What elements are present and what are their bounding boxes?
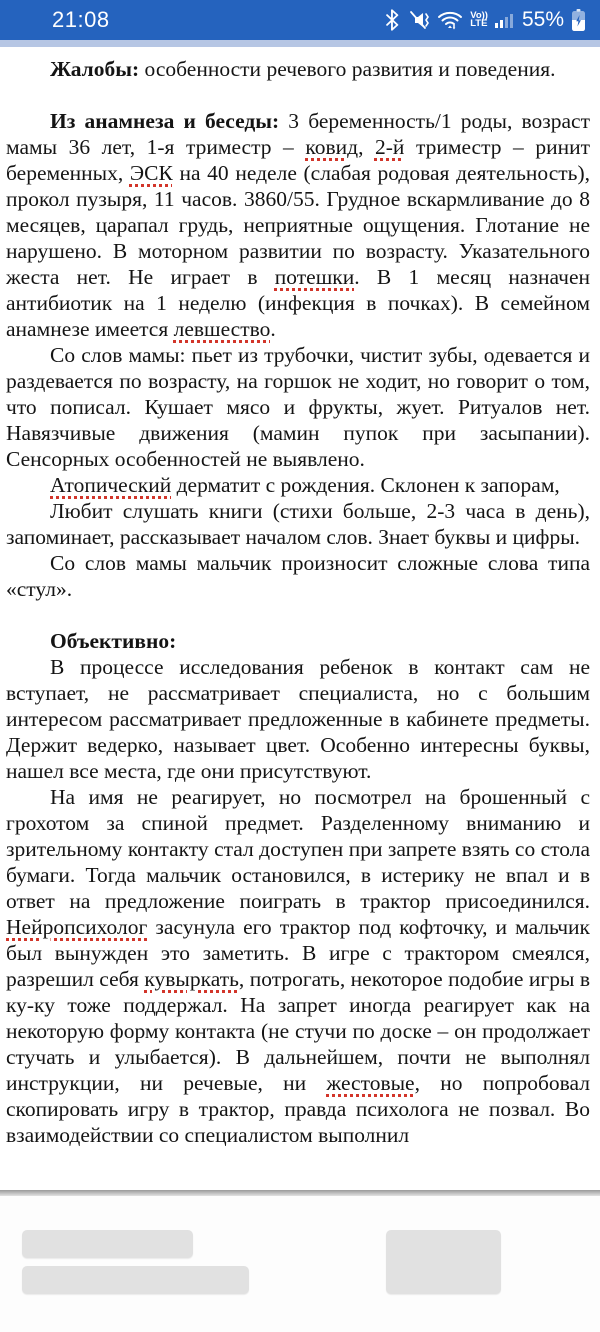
misspelled-word: 2-й bbox=[374, 135, 405, 159]
placeholder-block-1 bbox=[22, 1230, 193, 1258]
paragraph: Любит слушать книги (стихи больше, 2-3 часа в день), запоминает, рассказывает началом слов. Знает буквы и цифры. bbox=[6, 499, 590, 549]
misspelled-word: кувыркать bbox=[144, 967, 239, 991]
misspelled-word: Нейропсихолог bbox=[6, 915, 148, 939]
placeholder-block-3 bbox=[386, 1230, 501, 1294]
paragraph: В процессе исследования ребенок в контакт сам не вступает, не рассматривает специалиста, но с большим интересом рассматривает предложенные в кабинете предметы. Держит ведерко, называет цвет. Особенно интересны буквы, нашел все места, где они присутствуют. bbox=[6, 655, 590, 783]
appbar-edge-strip bbox=[0, 40, 600, 47]
status-icons bbox=[386, 8, 586, 32]
document-body[interactable] bbox=[0, 47, 600, 1190]
wifi-icon bbox=[437, 9, 463, 31]
mute-vibrate-icon bbox=[406, 9, 430, 31]
paragraph: Со слов мамы мальчик произносит сложные слова типа «стул». bbox=[6, 551, 590, 601]
paragraph: Жалобы: особенности речевого развития и поведения. bbox=[50, 57, 556, 81]
misspelled-word: Атопический bbox=[50, 473, 172, 497]
paragraph-spacer bbox=[6, 82, 590, 108]
volte-icon: Vo)) LTE bbox=[470, 9, 488, 29]
misspelled-word: ЭСК bbox=[129, 161, 173, 185]
paragraph: Объективно: bbox=[50, 629, 177, 653]
signal-strength-icon bbox=[495, 9, 513, 31]
bluetooth-icon bbox=[386, 9, 399, 31]
misspelled-word: ковид bbox=[305, 135, 359, 159]
status-bar bbox=[0, 0, 600, 40]
paragraph: На имя не реагирует, но посмотрел на брошенный с грохотом за спиной предмет. Разделенному вниманию и зрительному контакту стал доступен при запрете взять со стола бумаги. Тогда мальчик остановился, в истерику не впал и в ответ на предложение поиграть в трактор присоединился. Нейропсихолог засунула его трактор под кофточку, и мальчик был вынужден это заметить. В игре с трактором смеялся, разрешил себя кувыркать, потрогать, некоторое подобие игры в ку-ку тоже поддержал. На запрет иногда реагирует как на некоторую форму контакта (не стучи по доске – он продолжает стучать и улыбается). В дальнейшем, почти не выполнял инструкции, ни речевые, ни жестовые, но попробовал скопировать игру в трактор, правда психолога не позвал. Во взаимодействии со специалистом выполнил bbox=[6, 785, 590, 1147]
battery-percent-label: 55% bbox=[521, 8, 564, 31]
paragraph-spacer bbox=[6, 602, 590, 628]
misspelled-word: левшество bbox=[173, 317, 271, 341]
misspelled-word: потешки bbox=[274, 265, 355, 289]
placeholder-block-2 bbox=[22, 1266, 249, 1294]
bottom-panel bbox=[0, 1196, 600, 1332]
clock: 21:08 bbox=[52, 7, 110, 32]
paragraph: Атопический дерматит с рождения. Склонен к запорам, bbox=[50, 473, 560, 497]
paragraph: Со слов мамы: пьет из трубочки, чистит зубы, одевается и раздевается по возрасту, на горшок не ходит, но говорит о том, что пописал. Кушает мясо и фрукты, жует. Ритуалов нет. Навязчивые движения (мамин пупок при засыпании). Сенсорных особенностей не выявлено. bbox=[6, 343, 590, 471]
battery-charging-icon bbox=[571, 8, 586, 32]
paragraph: Из анамнеза и беседы: 3 беременность/1 роды, возраст мамы 36 лет, 1-я триместр – ковид, 2-й триместр – ринит беременных, ЭСК на 40 неделе (слабая родовая деятельность), прокол пузыря, 11 часов. 3860/55. Грудное вскармливание до 8 месяцев, царапал грудь, неприятные ощущения. Глотание не нарушено. В моторном развитии по возрасту. Указательного жеста нет. Не играет в потешки. В 1 месяц назначен антибиотик на 1 неделю (инфекция в почках). В семейном анамнезе имеется левшество. bbox=[6, 109, 591, 341]
misspelled-word: жестовые bbox=[326, 1071, 415, 1095]
